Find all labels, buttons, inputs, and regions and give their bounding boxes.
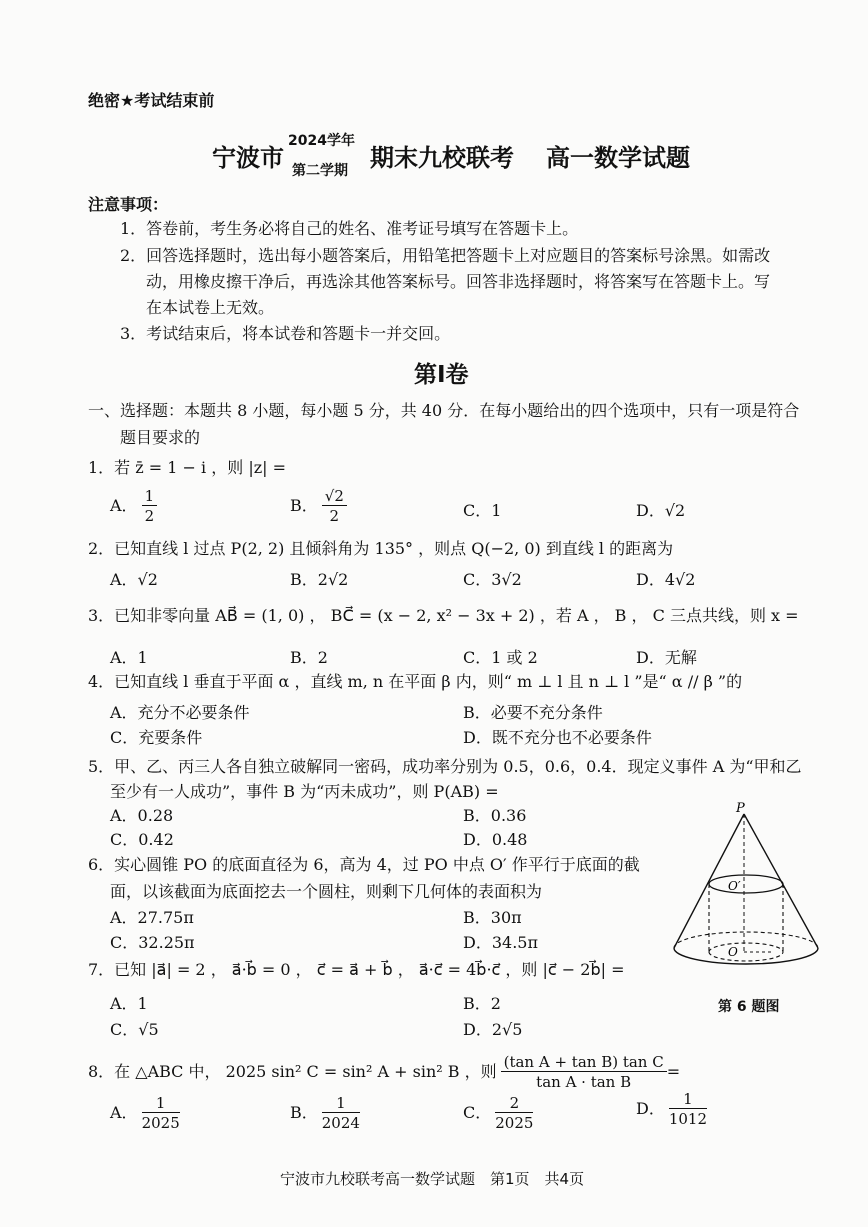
question-5-option-c: C．0.42 (110, 830, 174, 849)
cylinder-bottom-front (709, 952, 783, 961)
question-4-option-c: C．充要条件 (110, 728, 203, 747)
question-2-option-c: C．3√2 (463, 570, 522, 589)
question-5-option-b: B．0.36 (463, 806, 527, 825)
question-6-option-c: C．32.25π (110, 933, 195, 952)
cone-base-back (674, 932, 818, 948)
question-8-option-c: C． $\frac{2}{2025}$ (463, 1094, 534, 1132)
question-2-option-d: D．4√2 (636, 570, 696, 589)
question-7-option-d: D．2√5 (463, 1020, 523, 1039)
cylinder-bottom-back (709, 943, 783, 952)
question-6-option-b: B．30π (463, 908, 522, 927)
title-exam: 期末九校联考 (370, 144, 514, 172)
question-7-option-c: C．√5 (110, 1020, 159, 1039)
question-6-option-a: A．27.75π (110, 908, 194, 927)
question-5-stem-line2: 至少有一人成功”，事件 B 为“丙未成功”，则 P(AB) = (110, 782, 499, 801)
cone-base-front (674, 948, 818, 964)
question-6-option-d: D．34.5π (463, 933, 538, 952)
note-item: 2．回答选择题时，选出每小题答案后，用铅笔把答题卡上对应题目的答案标号涂黑。如需改 (120, 246, 771, 265)
question-8-option-d: D． $\frac{1}{1012}$ (636, 1090, 708, 1128)
label-o-prime: O′ (728, 879, 741, 893)
question-1-option-b: B． $\frac{√2}{2}$ (290, 487, 347, 526)
note-item: 在本试卷上无效。 (146, 298, 275, 317)
question-5-option-a: A．0.28 (110, 806, 174, 825)
title-subject: 高一数学试题 (546, 144, 690, 172)
question-8-option-b: B． $\frac{1}{2024}$ (290, 1094, 360, 1132)
question-6-stem: 6．实心圆锥 PO 的底面直径为 6，高为 4，过 PO 中点 O′ 作平行于底面的截 (88, 855, 640, 874)
question-5-stem: 5．甲、乙、丙三人各自独立破解同一密码，成功率分别为 0.5，0.6，0.4．现定义事件 A 为“甲和乙 (88, 757, 802, 776)
question-4-option-a: A．充分不必要条件 (110, 703, 250, 722)
question-1-stem: 1．若 z̄ = 1 − i ，则 |z| = (88, 458, 287, 477)
note-item: 1．答卷前，考生务必将自己的姓名、准考证号填写在答题卡上。 (120, 219, 579, 238)
question-8-option-a: A． $\frac{1}{2025}$ (110, 1094, 180, 1132)
question-1-option-a: A． $\frac{1}{2}$ (110, 487, 157, 526)
question-7-option-b: B．2 (463, 994, 501, 1013)
question-3-option-a: A．1 (110, 648, 148, 667)
question-3-option-b: B．2 (290, 648, 328, 667)
page-footer: 宁波市九校联考高一数学试题 第1页 共4页 (280, 1170, 585, 1188)
note-item: 3．考试结束后，将本试卷和答题卡一并交回。 (120, 324, 451, 343)
question-3-option-d: D．无解 (636, 648, 697, 667)
section-intro: 一、选择题：本题共 8 小题，每小题 5 分，共 40 分．在每小题给出的四个选项中，只有一项是符合 (88, 401, 800, 420)
question-1-option-d: D．√2 (636, 501, 686, 520)
question-3-stem: 3．已知非零向量 AB⃗ = (1, 0) ， BC⃗ = (x − 2, x² − 3x + 2) ，若 A ， B ， C 三点共线，则 x = (88, 606, 799, 625)
question-2-option-a: A．√2 (110, 570, 158, 589)
title-term: 第二学期 (292, 163, 348, 179)
section-title: 第Ⅰ卷 (414, 362, 469, 388)
cone-figure (662, 800, 832, 992)
title-year: 2024学年 (288, 133, 355, 149)
label-o: O (728, 945, 738, 959)
question-6-stem-line2: 面，以该截面为底面挖去一个圆柱，则剩下几何体的表面积为 (110, 882, 543, 901)
note-item: 动，用橡皮擦干净后，再选涂其他答案标号。回答非选择题时，将答案写在答题卡上。写 (146, 272, 771, 291)
question-2-option-b: B．2√2 (290, 570, 349, 589)
question-5-option-d: D．0.48 (463, 830, 528, 849)
figure-caption: 第 6 题图 (718, 999, 780, 1015)
question-4-stem: 4．已知直线 l 垂直于平面 α ，直线 m, n 在平面 β 内，则“ m ⊥ l 且 n ⊥ l ”是“ α // β ”的 (88, 672, 743, 691)
section-intro: 题目要求的 (120, 428, 201, 447)
question-3-option-c: C．1 或 2 (463, 648, 538, 667)
question-2-stem: 2．已知直线 l 过点 P(2, 2) 且倾斜角为 135° ，则点 Q(−2, 0) 到直线 l 的距离为 (88, 539, 674, 558)
question-1-option-c: C．1 (463, 501, 502, 520)
question-7-stem: 7．已知 |a⃗| = 2 ， a⃗·b⃗ = 0 ， c⃗ = a⃗ + b⃗ ， a⃗·c⃗ = 4b⃗·c⃗ ，则 |c⃗ − 2b⃗| = (88, 960, 625, 979)
notes-heading: 注意事项： (88, 195, 169, 214)
question-7-option-a: A．1 (110, 994, 148, 1013)
question-4-option-d: D．既不充分也不必要条件 (463, 728, 652, 747)
question-8-stem: 8．在 △ABC 中， 2025 sin² C = sin² A + sin² B ，则 $\frac{\text{(tan A + tan B) tan C}}{\text{tan A · tan B}}$ = (88, 1053, 681, 1091)
title-city: 宁波市 (212, 144, 284, 172)
section-ellipse (709, 875, 783, 893)
confidential-note: 绝密★考试结束前 (88, 91, 215, 110)
question-4-option-b: B．必要不充分条件 (463, 703, 603, 722)
label-p: P (736, 801, 745, 816)
